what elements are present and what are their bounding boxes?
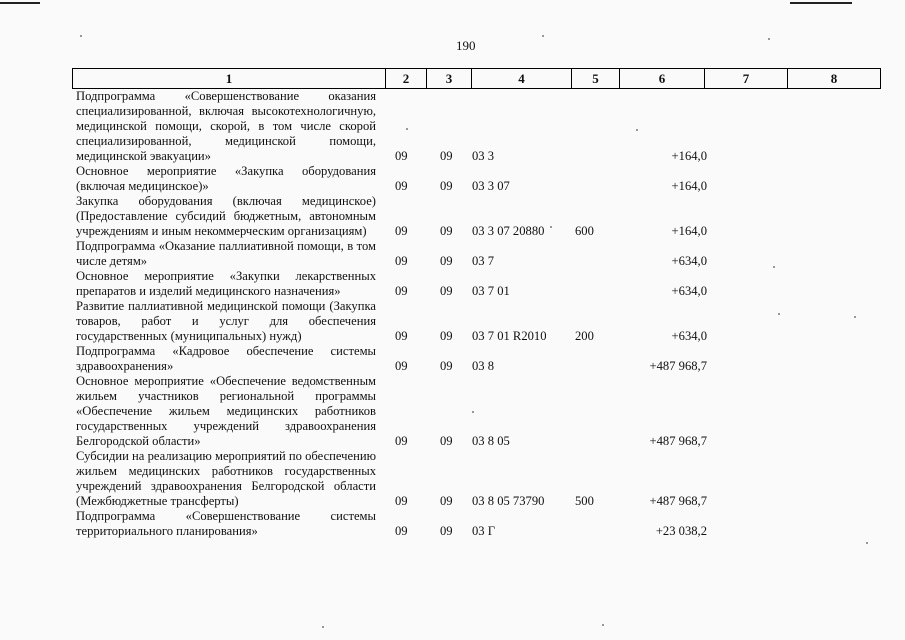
row-col-4: 03 7 01 <box>472 284 510 298</box>
top-rule-left <box>0 2 40 4</box>
table-row <box>76 269 876 299</box>
table-row <box>76 239 876 269</box>
row-col-3: 09 <box>440 254 453 268</box>
scan-speck <box>854 316 856 318</box>
row-name: Закупка оборудования (включая медицинское) (Предоставление субсидий бюджетным, автономным учреждениям и иным некоммерческим организациям) <box>76 194 376 238</box>
row-col-4: 03 8 05 <box>472 434 510 448</box>
header-col-6: 6 <box>620 69 705 89</box>
scan-speck <box>406 128 408 130</box>
row-name: Основное мероприятие «Закупки лекарственных препаратов и изделий медицинского назначения» <box>76 269 376 298</box>
header-col-7: 7 <box>705 69 788 89</box>
row-col-3: 09 <box>440 494 453 508</box>
scan-speck <box>768 38 770 40</box>
row-col-4: 03 7 01 R2010 <box>472 329 547 343</box>
row-name: Развитие паллиативной медицинской помощи (Закупка товаров, работ и услуг для обеспечения государственных (муниципальных) нужд) <box>76 299 376 343</box>
header-col-8: 8 <box>788 69 881 89</box>
table-row <box>76 164 876 194</box>
row-col-6: +23 038,2 <box>655 524 707 538</box>
table-header <box>72 68 881 89</box>
header-col-2: 2 <box>386 69 427 89</box>
row-col-6: +164,0 <box>671 224 707 238</box>
row-col-4: 03 7 <box>472 254 495 268</box>
row-col-6: +487 968,7 <box>649 434 707 448</box>
scan-speck <box>472 411 474 413</box>
row-name: Подпрограмма «Оказание паллиативной помощи, в том числе детям» <box>76 239 376 268</box>
row-col-3: 09 <box>440 359 453 373</box>
row-name: Субсидии на реализацию мероприятий по обеспечению жильем медицинских работников государственных учреждений здравоохранения Белгородской области (Межбюджетные трансферты) <box>76 449 376 508</box>
scan-speck <box>636 129 638 131</box>
row-col-3: 09 <box>440 179 453 193</box>
scan-speck <box>322 626 324 628</box>
row-name: Подпрограмма «Совершенствование оказания специализированной, включая высокотехнологичную, медицинской помощи, скорой, в том числе скорой специализированной, медицинской помощи, медицинской эвакуации» <box>76 89 376 163</box>
row-col-4: 03 Г <box>472 524 496 538</box>
table-row <box>76 344 876 374</box>
row-col-4: 03 8 <box>472 359 495 373</box>
table-row <box>76 194 876 239</box>
row-col-2: 09 <box>395 149 408 163</box>
row-col-6: +487 968,7 <box>649 359 707 373</box>
row-col-4: 03 3 07 20880 <box>472 224 545 238</box>
row-col-6: +634,0 <box>671 254 707 268</box>
row-col-3: 09 <box>440 149 453 163</box>
scan-speck <box>866 542 868 544</box>
row-col-2: 09 <box>395 524 408 538</box>
row-col-3: 09 <box>440 524 453 538</box>
row-col-6: +164,0 <box>671 149 707 163</box>
table-row <box>76 509 876 539</box>
row-col-3: 09 <box>440 224 453 238</box>
row-col-3: 09 <box>440 434 453 448</box>
row-col-3: 09 <box>440 329 453 343</box>
scan-speck <box>80 35 82 37</box>
scan-speck <box>542 35 544 37</box>
row-col-2: 09 <box>395 434 408 448</box>
table-row <box>76 374 876 449</box>
row-col-5: 500 <box>575 494 594 508</box>
row-name: Подпрограмма «Кадровое обеспечение системы здравоохранения» <box>76 344 376 373</box>
row-name: Основное мероприятие «Закупка оборудования (включая медицинское)» <box>76 164 376 193</box>
row-col-2: 09 <box>395 224 408 238</box>
scan-speck <box>550 226 552 228</box>
header-col-4: 4 <box>472 69 572 89</box>
table-body <box>76 89 876 539</box>
row-col-6: +634,0 <box>671 329 707 343</box>
row-name: Основное мероприятие «Обеспечение ведомственным жильем участников региональной программы «Обеспечение жильем медицинских работников государственных учреждений здравоохранения Белгородской области» <box>76 374 376 448</box>
row-col-3: 09 <box>440 284 453 298</box>
row-col-4: 03 8 05 73790 <box>472 494 545 508</box>
row-col-2: 09 <box>395 494 408 508</box>
header-col-5: 5 <box>572 69 620 89</box>
scan-speck <box>778 313 780 315</box>
row-col-5: 200 <box>575 329 594 343</box>
row-col-2: 09 <box>395 359 408 373</box>
scan-speck <box>602 624 604 626</box>
row-col-6: +487 968,7 <box>649 494 707 508</box>
table-row <box>76 89 876 164</box>
scan-speck <box>773 266 775 268</box>
table-row <box>76 449 876 509</box>
row-col-6: +164,0 <box>671 179 707 193</box>
row-col-4: 03 3 <box>472 149 495 163</box>
table-row <box>76 299 876 344</box>
row-name: Подпрограмма «Совершенствование системы территориального планирования» <box>76 509 376 538</box>
row-col-2: 09 <box>395 329 408 343</box>
page-number: 190 <box>456 38 476 53</box>
header-col-1: 1 <box>73 69 386 89</box>
header-col-3: 3 <box>427 69 472 89</box>
top-rule-right <box>790 2 852 4</box>
row-col-2: 09 <box>395 254 408 268</box>
row-col-4: 03 3 07 <box>472 179 510 193</box>
row-col-2: 09 <box>395 179 408 193</box>
row-col-5: 600 <box>575 224 594 238</box>
row-col-6: +634,0 <box>671 284 707 298</box>
row-col-2: 09 <box>395 284 408 298</box>
